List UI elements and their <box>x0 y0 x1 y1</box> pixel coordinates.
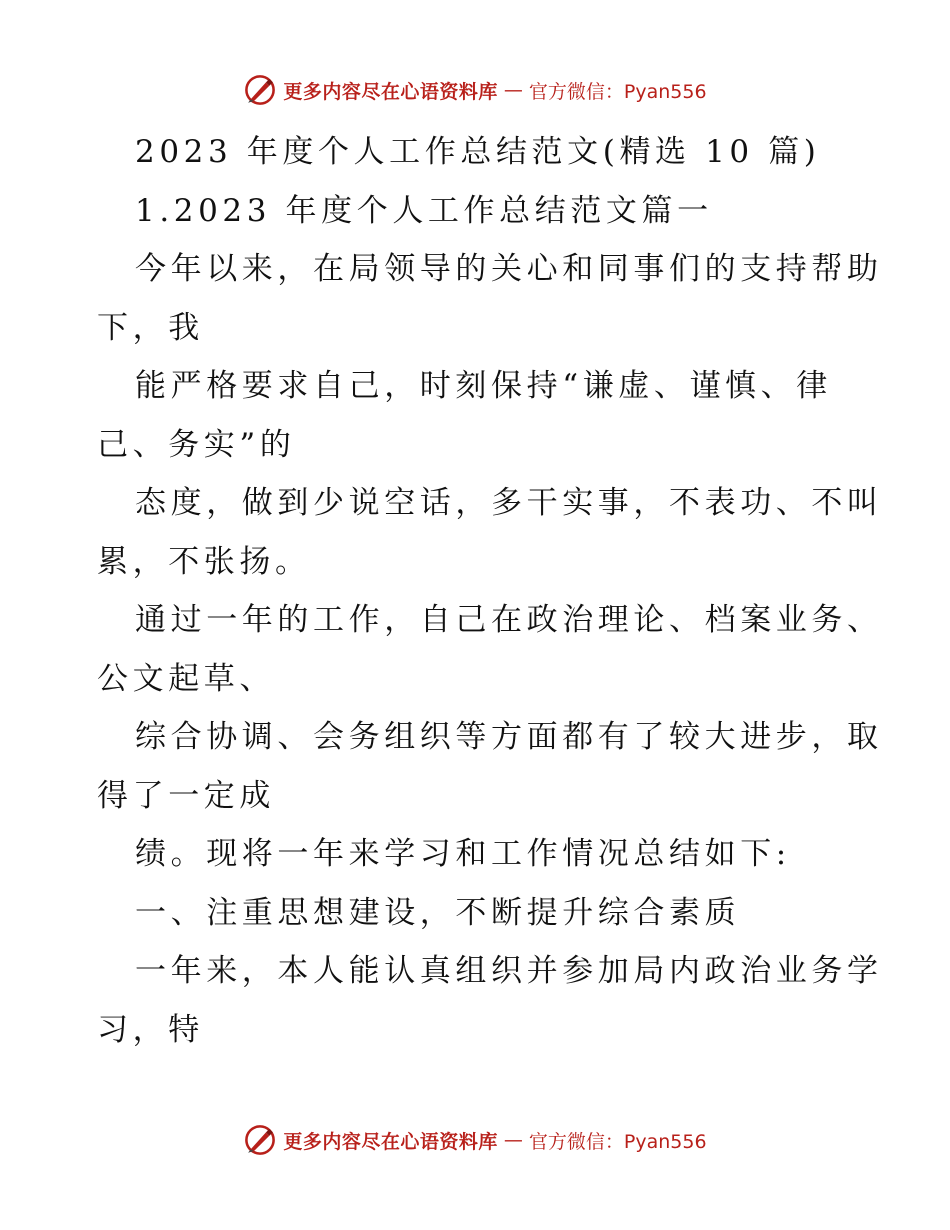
paragraph-line: 态度，做到少说空话，多干实事，不表功、不叫 <box>135 485 883 521</box>
paragraph-line: 通过一年的工作，自己在政治理论、档案业务、 <box>135 602 883 638</box>
paragraph-line: 公文起草、 <box>97 660 275 697</box>
paragraph-line: 己、务实”的 <box>97 426 296 463</box>
header-watermark-banner <box>0 70 950 110</box>
banner-wechat-text: 官方微信：Pyan556 <box>528 1130 707 1153</box>
banner-separator: — <box>503 1129 523 1151</box>
paragraph-line: 绩。现将一年来学习和工作情况总结如下: <box>135 836 791 872</box>
paragraph-line: 下，我 <box>97 309 204 346</box>
paragraph-line: 累，不张扬。 <box>97 543 311 580</box>
footer-watermark-banner <box>0 1120 950 1160</box>
pen-logo-icon <box>243 1123 277 1157</box>
paragraph-line: 能严格要求自己，时刻保持“谦虚、谨慎、律 <box>135 368 832 404</box>
section-heading: 1.2023 年度个人工作总结范文篇一 <box>135 192 713 229</box>
paragraph-line: 一年来，本人能认真组织并参加局内政治业务学 <box>135 953 883 989</box>
banner-wechat-text: 官方微信：Pyan556 <box>528 80 707 103</box>
paragraph-line: 得了一定成 <box>97 777 275 814</box>
paragraph-line: 综合协调、会务组织等方面都有了较大进步，取 <box>135 719 883 755</box>
section-heading: 一、注重思想建设，不断提升综合素质 <box>135 894 741 931</box>
document-title: 2023 年度个人工作总结范文(精选 10 篇) <box>135 134 821 170</box>
pen-logo-icon <box>243 73 277 107</box>
banner-brand-text: 更多内容尽在心语资料库 <box>283 80 498 103</box>
paragraph-line: 习，特 <box>97 1011 204 1048</box>
paragraph-line: 今年以来，在局领导的关心和同事们的支持帮助 <box>135 251 883 287</box>
document-body <box>97 123 883 1059</box>
banner-separator: — <box>503 79 523 101</box>
banner-brand-text: 更多内容尽在心语资料库 <box>283 1130 498 1153</box>
